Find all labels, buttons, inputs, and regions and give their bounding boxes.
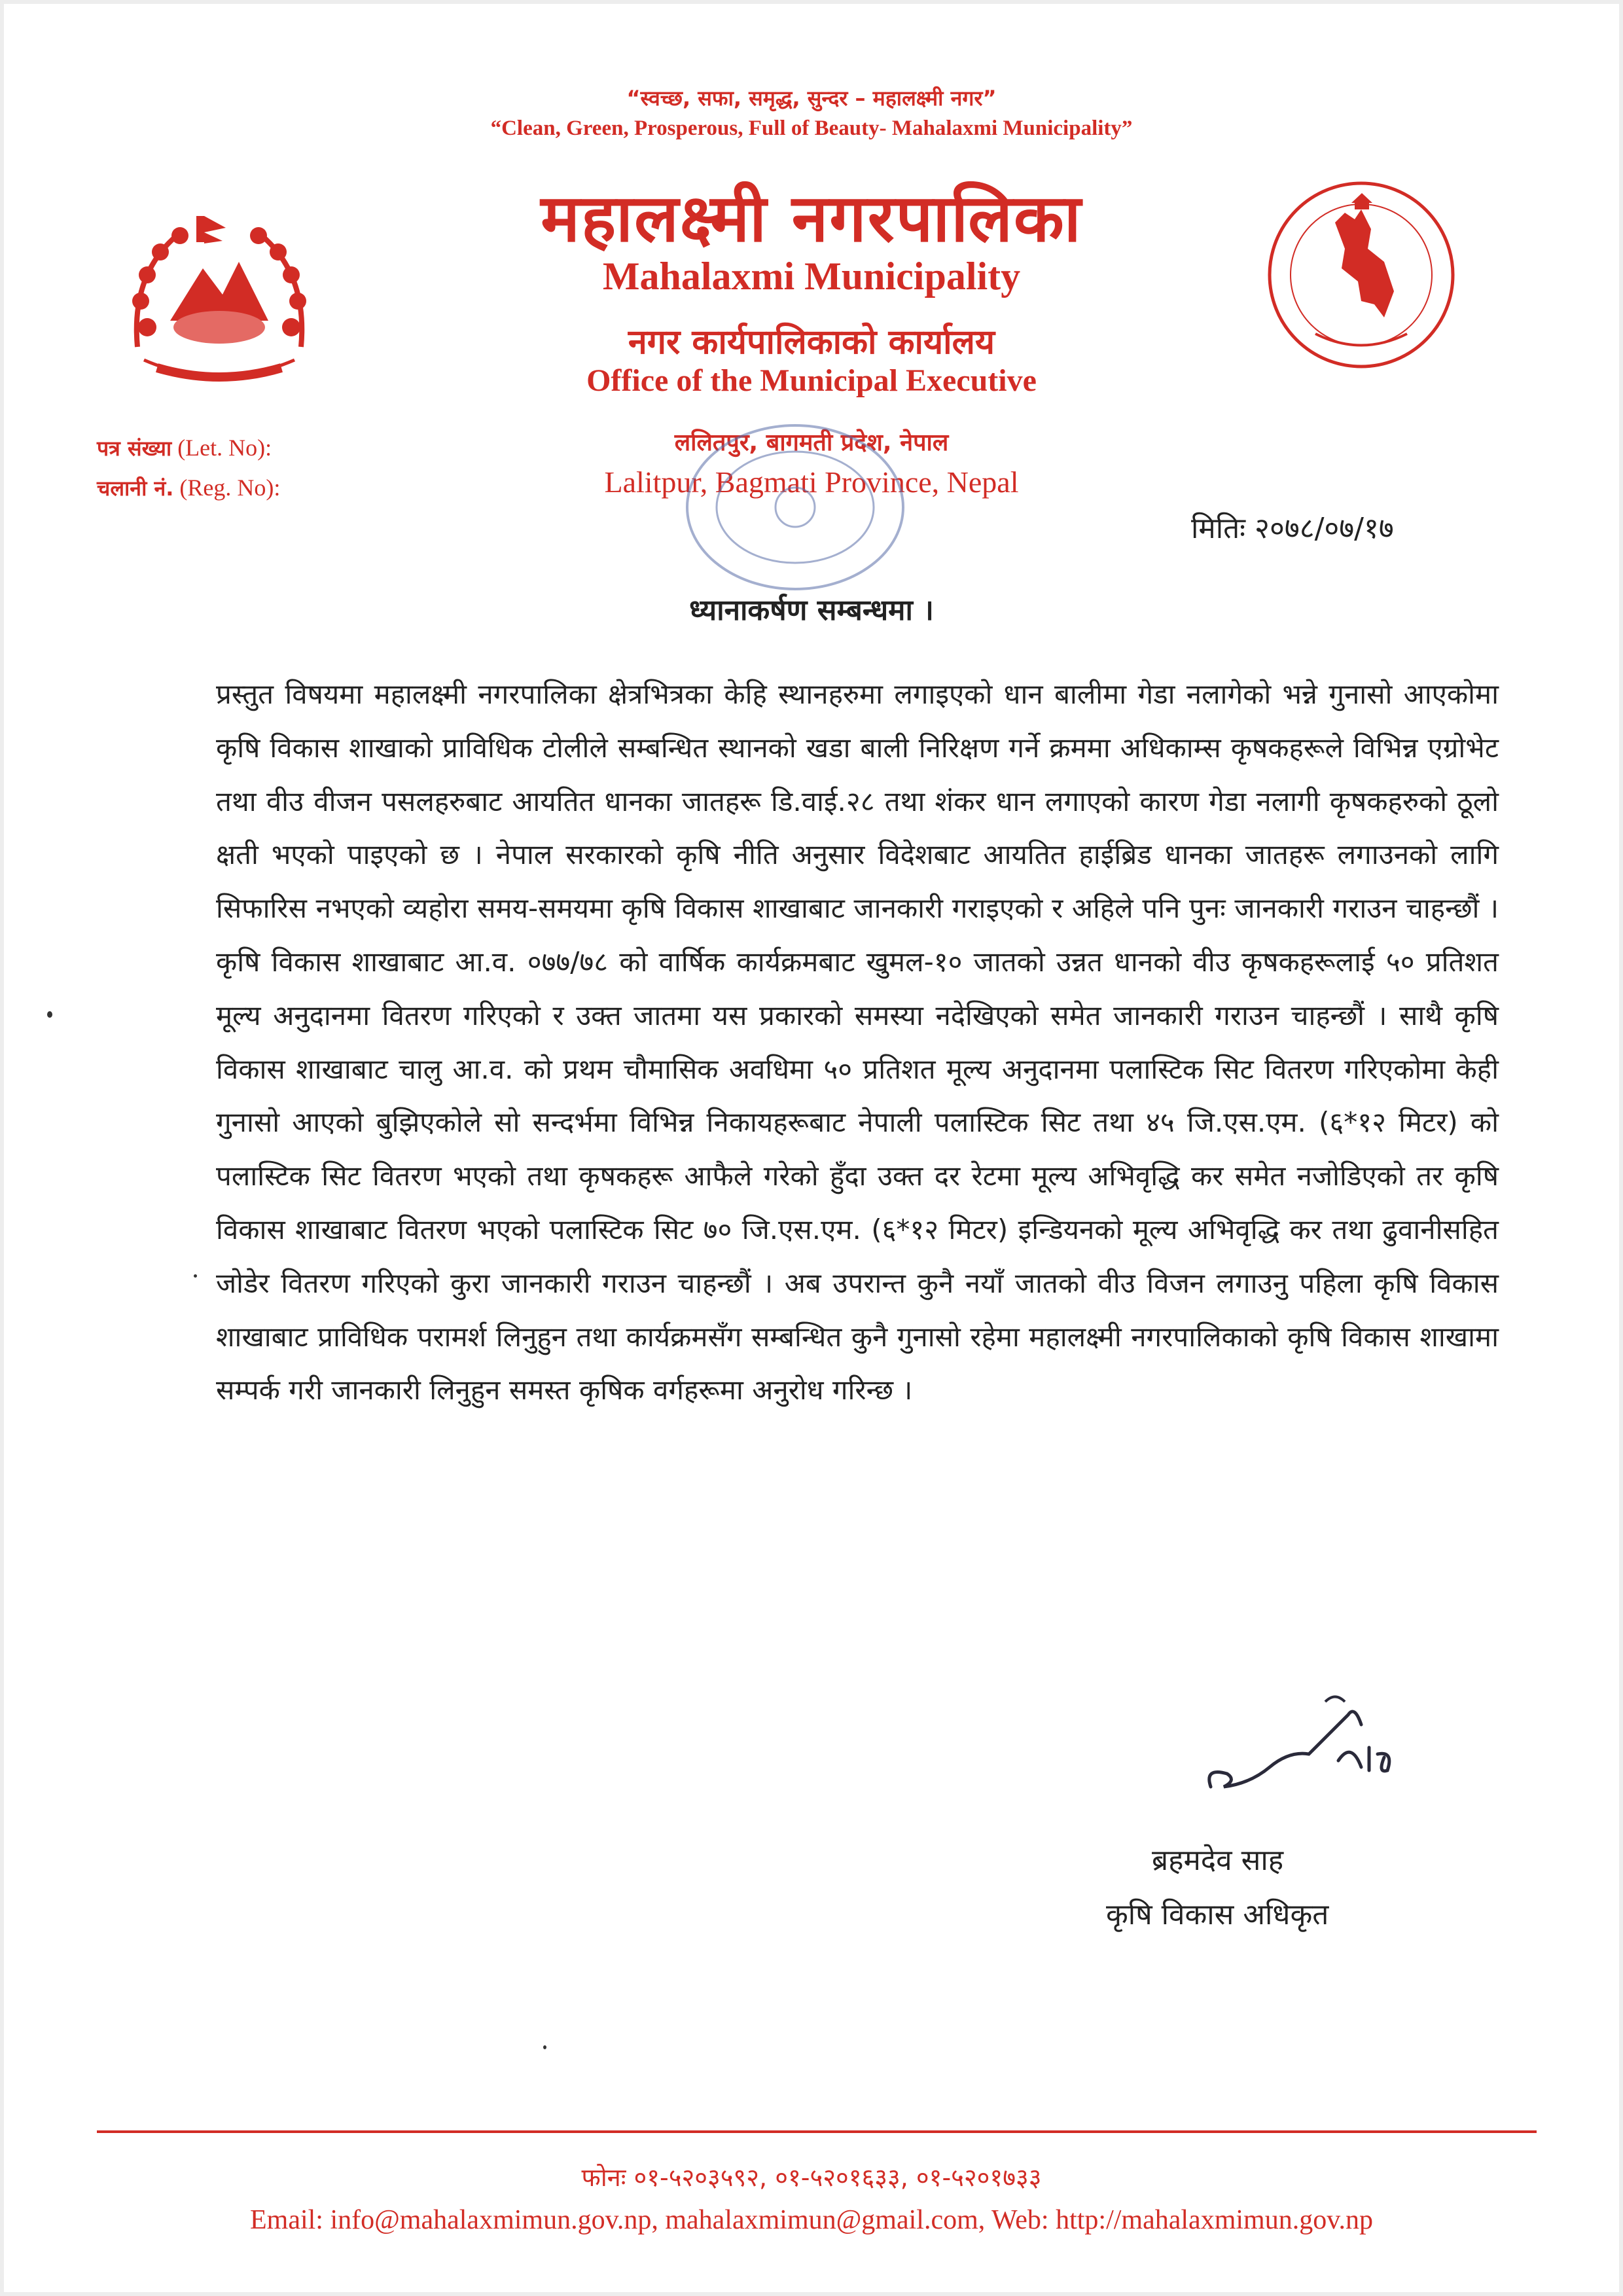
office-title-english: Office of the Municipal Executive [586, 363, 1037, 398]
slogan-nepali: “स्वच्छ, सफा, समृद्ध, सुन्दर – महालक्ष्मी नगर” [626, 86, 997, 111]
scan-speck [194, 1274, 197, 1278]
signer-name: ब्रहमदेव साह [1152, 1844, 1284, 1877]
registration-number-label-en: (Reg. No): [179, 475, 281, 501]
letter-number-label-np: पत्र संख्या [97, 436, 172, 461]
letter-body: प्रस्तुत विषयमा महालक्ष्मी नगरपालिका क्षेत्रभित्रका केहि स्थानहरुमा लगाइएको धान बालीमा गेडा नलागेको भन्ने गुनासो आएकोमा कृषि विकास शाखाको प्राविधिक टोलीले सम्बन्धित स्थानको खडा बाली निरिक्षण गर्ने क्रममा अधिकाम्स कृषकहरूले विभिन्न एग्रोभेट तथा वीउ वीजन पसलहरुबाट आयतित धानका जातहरू डि.वाई.२८ तथा शंकर धान लगाएको कारण गेडा नलागी कृषकहरुको ठूलो क्षती भएको पाइएको छ । नेपाल सरकारको कृषि नीति अनुसार विदेशबाट आयतित हाईब्रिड धानका जातहरू लगाउनको लागि सिफारिस नभएको व्यहोरा समय-समयमा कृषि विकास शाखाबाट जानकारी गराइएको र अहिले पनि पुनः जानकारी गराउन चाहन्छौं । कृषि विकास शाखाबाट आ.व. ०७७/७८ को वार्षिक कार्यक्रमबाट खुमल-१० जातको उन्नत धानको वीउ कृषकहरूलाई ५० प्रतिशत मूल्य अनुदानमा वितरण गरिएको र उक्त जातमा यस प्रकारको समस्या नदेखिएको समेत जानकारी गराउन चाहन्छौं । साथै कृषि विकास शाखाबाट चालु आ.व. को प्रथम चौमासिक अवधिमा ५० प्रतिशत मूल्य अनुदानमा पलास्टिक सिट वितरण गरिएकोमा केही गुनासो आएको बुझिएकोले सो सन्दर्भमा विभिन्न निकायहरूबाट नेपाली पलास्टिक सिट तथा ४५ जि.एस.एम. (६*१२ मिटर) को पलास्टिक सिट वितरण भएको तथा कृषकहरू आफैले गरेको हुँदा उक्त दर रेटमा मूल्य अभिवृद्धि कर समेत नजोडिएको तर कृषि विकास शाखाबाट वितरण भएको पलास्टिक सिट ७० जि.एस.एम. (६*१२ मिटर) इन्डियनको मूल्य अभिवृद्धि कर तथा ढुवानीसहित जोडेर वितरण गरिएको कुरा जानकारी गराउन चाहन्छौं । अब उपरान्त कुनै नयाँ जातको वीउ विजन लगाउनु पहिला कृषि विकास शाखाबाट प्राविधिक परामर्श लिनुहुन तथा कार्यक्रमसँग सम्बन्धित कुनै गुनासो रहेमा महालक्ष्मी नगरपालिकाको कृषि विकास शाखामा सम्पर्क गरी जानकारी लिनुहुन समस्त कृषिक वर्गहरूमा अनुरोध गरिन्छ । [216, 678, 1499, 1407]
handwritten-signature-icon [1198, 1689, 1414, 1813]
scan-speck [47, 1011, 52, 1018]
municipality-title-english: Mahalaxmi Municipality [602, 255, 1021, 298]
signer-title: कृषि विकास अधिकृत [1106, 1898, 1329, 1931]
office-title-nepali: नगर कार्यपालिकाको कार्यालय [628, 323, 995, 362]
letter-date: मितिः २०७८/०७/१७ [1191, 512, 1394, 545]
footer-phone: फोनः ०१-५२०३५९२, ०१-५२०१६३३, ०१-५२०१७३३ [581, 2163, 1042, 2192]
letter-number-label-en: (Let. No): [177, 435, 272, 461]
letter-subject: ध्यानाकर्षण सम्बन्धमा । [689, 594, 934, 627]
address-english: Lalitpur, Bagmati Province, Nepal [604, 465, 1019, 499]
letter-number-label [97, 434, 272, 462]
address-nepali: ललितपुर, बागमती प्रदेश, नेपाल [674, 429, 949, 456]
municipality-title-nepali: महालक्ष्मी नगरपालिका [541, 180, 1082, 257]
scan-speck [543, 2045, 546, 2049]
municipality-logo-icon [1263, 177, 1459, 373]
registration-number-label [97, 474, 280, 502]
footer-divider [97, 2130, 1537, 2133]
office-seal-stamp-icon [681, 419, 910, 596]
slogan-english: “Clean, Green, Prosperous, Full of Beauty- Mahalaxmi Municipality” [490, 117, 1133, 140]
nepal-emblem-icon [118, 196, 321, 386]
registration-number-label-np: चलानी नं. [97, 476, 174, 501]
footer-contact: Email: info@mahalaxmimun.gov.np, mahalaxmimun@gmail.com, Web: http://mahalaxmimun.gov.np [250, 2205, 1373, 2235]
